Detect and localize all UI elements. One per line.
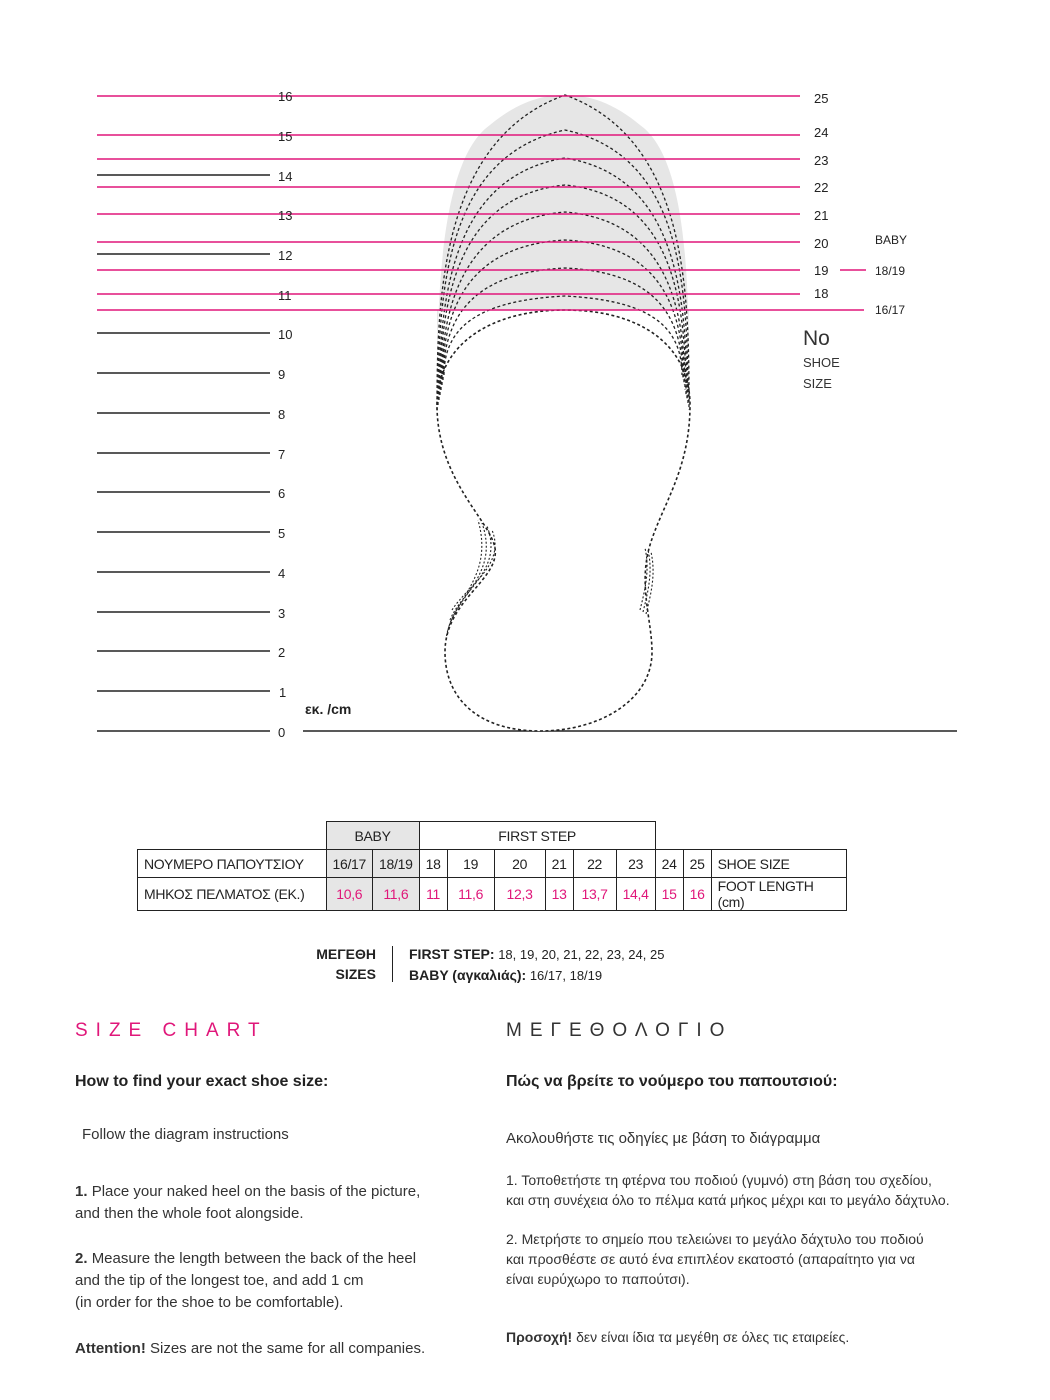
table-row-sizes (138, 850, 847, 878)
size-label: SIZE (803, 376, 832, 391)
step-1-line-2: and then the whole foot alongside. (75, 1205, 304, 1222)
baby-sizes-label: BABY (αγκαλιάς): (409, 967, 527, 983)
size-label-24: 24 (814, 125, 829, 140)
tick-6: 6 (278, 486, 286, 501)
attention-label: Attention! (75, 1340, 146, 1357)
size-cell: 16/17 (326, 850, 373, 878)
tick-8: 8 (278, 407, 286, 422)
first-step-values: 18, 19, 20, 21, 22, 23, 24, 25 (498, 947, 665, 962)
length-cell: 11,6 (447, 878, 494, 911)
size-label-18: 18 (814, 286, 829, 301)
size-cell: 20 (494, 850, 545, 878)
length-cell: 14,4 (616, 878, 655, 911)
step-1-line-1: Place your naked heel on the basis of the picture, (91, 1183, 421, 1200)
sizes-label-gr: ΜΕΓΕΘΗ (316, 946, 376, 962)
tick-3: 3 (278, 606, 286, 621)
tick-12: 12 (278, 248, 293, 263)
size-cell: 19 (447, 850, 494, 878)
length-cell: 11,6 (373, 878, 420, 911)
greek-step-1-line-2: και στη συνέχεια όλο το πέλμα κατά μήκος μέχρι και το μεγάλο δάχτυλο. (506, 1192, 950, 1208)
size-label-19: 19 (814, 263, 829, 278)
english-intro: Follow the diagram instructions (82, 1126, 289, 1143)
tick-4: 4 (278, 566, 286, 581)
tick-13: 13 (278, 208, 293, 223)
first-step-label: FIRST STEP: (409, 946, 495, 962)
tick-15: 15 (278, 129, 293, 144)
greek-step-1 (506, 1170, 1026, 1210)
length-cell: 16 (683, 878, 711, 911)
size-table (137, 821, 847, 911)
step-2-line-2: and the tip of the longest toe, and add 1 cm (75, 1272, 364, 1289)
baby-label: BABY (875, 233, 908, 247)
sizes-divider (392, 946, 393, 982)
table-row-lengths (138, 878, 847, 911)
size-cell: 18/19 (373, 850, 420, 878)
tick-2: 2 (278, 645, 286, 660)
size-cell: 24 (655, 850, 683, 878)
shoe-label: SHOE (803, 355, 840, 370)
greek-subtitle: Πώς να βρείτε το νούμερο του παπουτσιού: (506, 1073, 838, 1090)
tick-5: 5 (278, 526, 286, 541)
size-label-25: 25 (814, 91, 829, 106)
table-group-row (138, 822, 847, 850)
greek-intro: Ακολουθήστε τις οδηγίες με βάση το διάγραμμα (506, 1130, 821, 1147)
tick-7: 7 (278, 447, 286, 462)
group-first-step: FIRST STEP (419, 822, 655, 850)
no-label: No (803, 327, 830, 350)
greek-attention-text: δεν είναι ίδια τα μεγέθη σε όλες τις εταιρείες. (576, 1329, 850, 1345)
size-label-23: 23 (814, 153, 829, 168)
size-cell: 22 (573, 850, 616, 878)
size-cell: 18 (419, 850, 447, 878)
step-2-number: 2. (75, 1250, 88, 1267)
greek-attention (506, 1327, 1026, 1347)
sizes-label-en: SIZES (335, 966, 376, 982)
greek-step-2-line-3: είναι ευρύχωρο το παπούτσι). (506, 1271, 690, 1287)
baby-size-16-17: 16/17 (875, 303, 906, 317)
size-label-22: 22 (814, 180, 829, 195)
length-cell: 13 (545, 878, 573, 911)
length-cell: 10,6 (326, 878, 373, 911)
greek-step-2-line-2: και προσθέστε σε αυτό ένα επιπλέον εκατοστό (απαραίτητο για να (506, 1251, 915, 1267)
baby-size-18-19: 18/19 (875, 264, 906, 278)
greek-step-1-line-1: 1. Τοποθετήστε τη φτέρνα του ποδιού (γυμνό) στη βάση του σχεδίου, (506, 1172, 932, 1188)
step-2-line-3: (in order for the shoe to be comfortable). (75, 1294, 344, 1311)
size-cell: 21 (545, 850, 573, 878)
english-subtitle: How to find your exact shoe size: (75, 1073, 329, 1090)
tick-16: 16 (278, 89, 293, 104)
tick-11: 11 (278, 288, 292, 303)
length-cell: 15 (655, 878, 683, 911)
english-step-2 (75, 1248, 495, 1314)
baby-sizes-values: 16/17, 18/19 (529, 968, 603, 983)
unit-label: εκ. /cm (305, 701, 352, 717)
sizes-label (300, 944, 376, 984)
size-chart-heading: SIZE CHART (75, 1020, 268, 1041)
greek-step-2 (506, 1229, 1026, 1289)
length-cell: 13,7 (573, 878, 616, 911)
size-cell: 23 (616, 850, 655, 878)
step-1-number: 1. (75, 1183, 88, 1200)
size-label-20: 20 (814, 236, 829, 251)
greek-attention-label: Προσοχή! (506, 1329, 573, 1345)
tick-0: 0 (278, 725, 286, 740)
english-attention (75, 1338, 495, 1360)
tick-10: 10 (278, 327, 293, 342)
row-label-foot-length-en: FOOT LENGTH (cm) (711, 878, 846, 911)
row-label-foot-length: ΜΗΚΟΣ ΠΕΛΜΑΤΟΣ (ΕΚ.) (138, 878, 327, 911)
row-label-shoe-size-en: SHOE SIZE (711, 850, 846, 878)
tick-14: 14 (278, 169, 293, 184)
tick-9: 9 (278, 367, 286, 382)
size-cell: 25 (683, 850, 711, 878)
english-step-1 (75, 1181, 495, 1225)
group-baby: BABY (326, 822, 419, 850)
size-label-21: 21 (814, 208, 829, 223)
row-label-shoe-size: ΝΟΥΜΕΡΟ ΠΑΠΟΥΤΣΙΟΥ (138, 850, 327, 878)
foot-outline (437, 310, 690, 731)
length-cell: 11 (419, 878, 447, 911)
attention-text: Sizes are not the same for all companies. (149, 1340, 426, 1357)
step-2-line-1: Measure the length between the back of the heel (91, 1250, 417, 1267)
tick-1: 1 (279, 685, 287, 700)
greek-heading: ΜΕΓΕΘΟΛΟΓΙΟ (506, 1020, 733, 1041)
sizes-values (409, 944, 664, 986)
length-cell: 12,3 (494, 878, 545, 911)
greek-step-2-line-1: 2. Μετρήστε το σημείο που τελειώνει το μεγάλο δάχτυλο του ποδιού (506, 1231, 924, 1247)
